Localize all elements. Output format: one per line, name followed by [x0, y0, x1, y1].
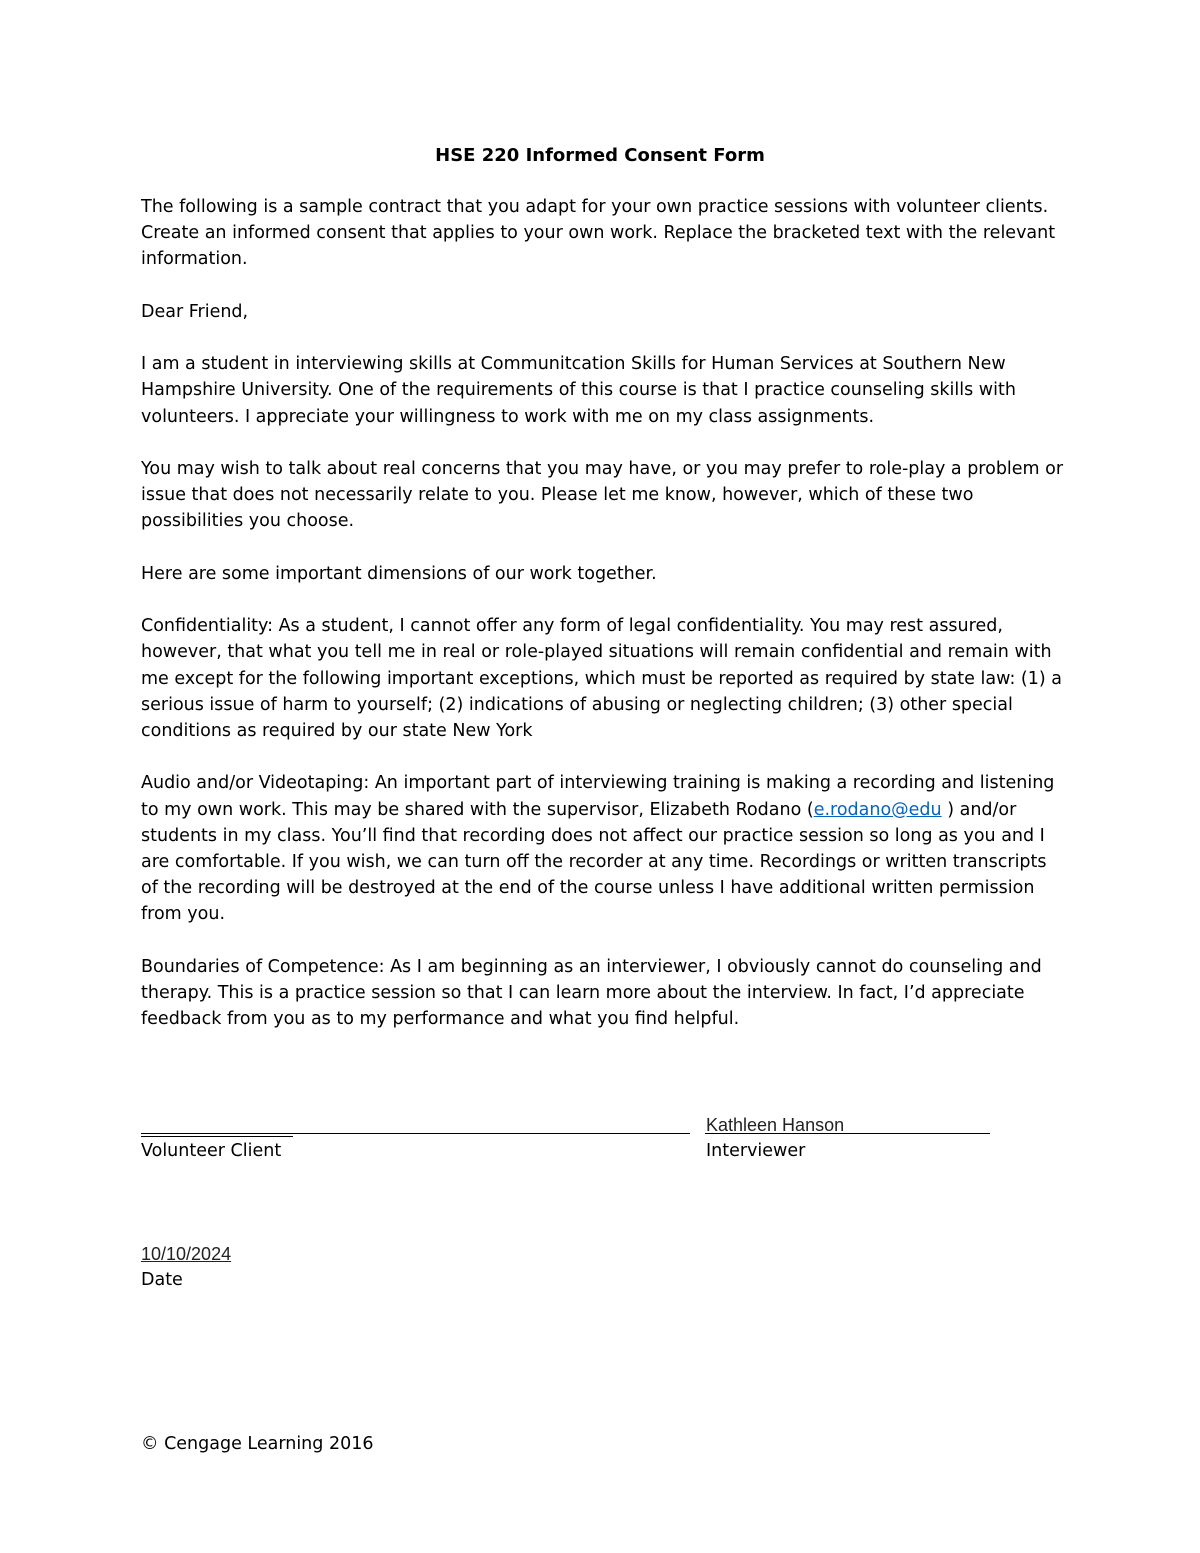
recording-text-start: Audio and/or Videotaping: An important part of interviewing training is making a recording and listening to my own work. This may be shared with the supervisor, Elizabeth Rodano ( — [141, 773, 1055, 820]
student-paragraph: I am a student in interviewing skills at Communitcation Skills for Human Services at Southern New Hampshire University. One of the requirements of this course is that I practice counseling skills with volunteers. I appreciate your willingness to work with me on my class assignments. — [141, 354, 1016, 427]
dimensions-paragraph: Here are some important dimensions of our work together. — [141, 563, 657, 584]
concerns-paragraph: You may wish to talk about real concerns that you may have, or you may prefer to role-play a problem or issue that does not necessarily relate to you. Please let me know, however, which of these two possibilities you choose. — [141, 458, 1064, 532]
volunteer-signature-underline — [141, 1136, 293, 1137]
date-value: 10/10/2024 — [141, 1244, 232, 1264]
boundaries-paragraph: Boundaries of Competence: As I am beginning as an interviewer, I obviously cannot do counseling and therapy. This is a practice session so that I can learn more about the interview. In fact, I’d appreciate feedback from you as to my performance and what you find helpful. — [141, 956, 1042, 1030]
recording-text-end: ) and/or students in my class. You’ll find that recording does not affect our practice session so long as you and I are comfortable. If you wish, we can turn off the recorder at any time. Recordings or written transcripts of the recording will be destroyed at the end of the course unless I have additional written permission from you. — [141, 799, 1047, 925]
interviewer-name: Kathleen Hanson — [706, 1115, 845, 1135]
volunteer-client-label: Volunteer Client — [141, 1141, 282, 1161]
date-label: Date — [141, 1270, 183, 1290]
intro-paragraph: The following is a sample contract that you adapt for your own practice sessions with volunteer clients. Create an informed consent that applies to your own work. Replace the bracketed text with the relevant information. — [141, 197, 1056, 270]
confidentiality-paragraph: Confidentiality: As a student, I cannot offer any form of legal confidentiality. You may rest assured, however, that what you tell me in real or role-played situations will remain confidential and remain with me except for the following important exceptions, which must be reported as required by state law: (1) a serious issue of harm to yourself; (2) indications of abusing or neglecting children; (3) other special conditions as required by our state New York — [141, 616, 1062, 741]
interviewer-label: Interviewer — [706, 1141, 806, 1161]
copyright-footer: © Cengage Learning 2016 — [141, 1434, 374, 1454]
salutation: Dear Friend, — [141, 301, 249, 322]
form-body — [141, 194, 1066, 1059]
supervisor-email-link[interactable]: e.rodano@edu — [813, 799, 942, 820]
recording-paragraph — [141, 770, 1066, 927]
form-title: HSE 220 Informed Consent Form — [435, 145, 765, 166]
volunteer-signature-line — [141, 1133, 690, 1134]
